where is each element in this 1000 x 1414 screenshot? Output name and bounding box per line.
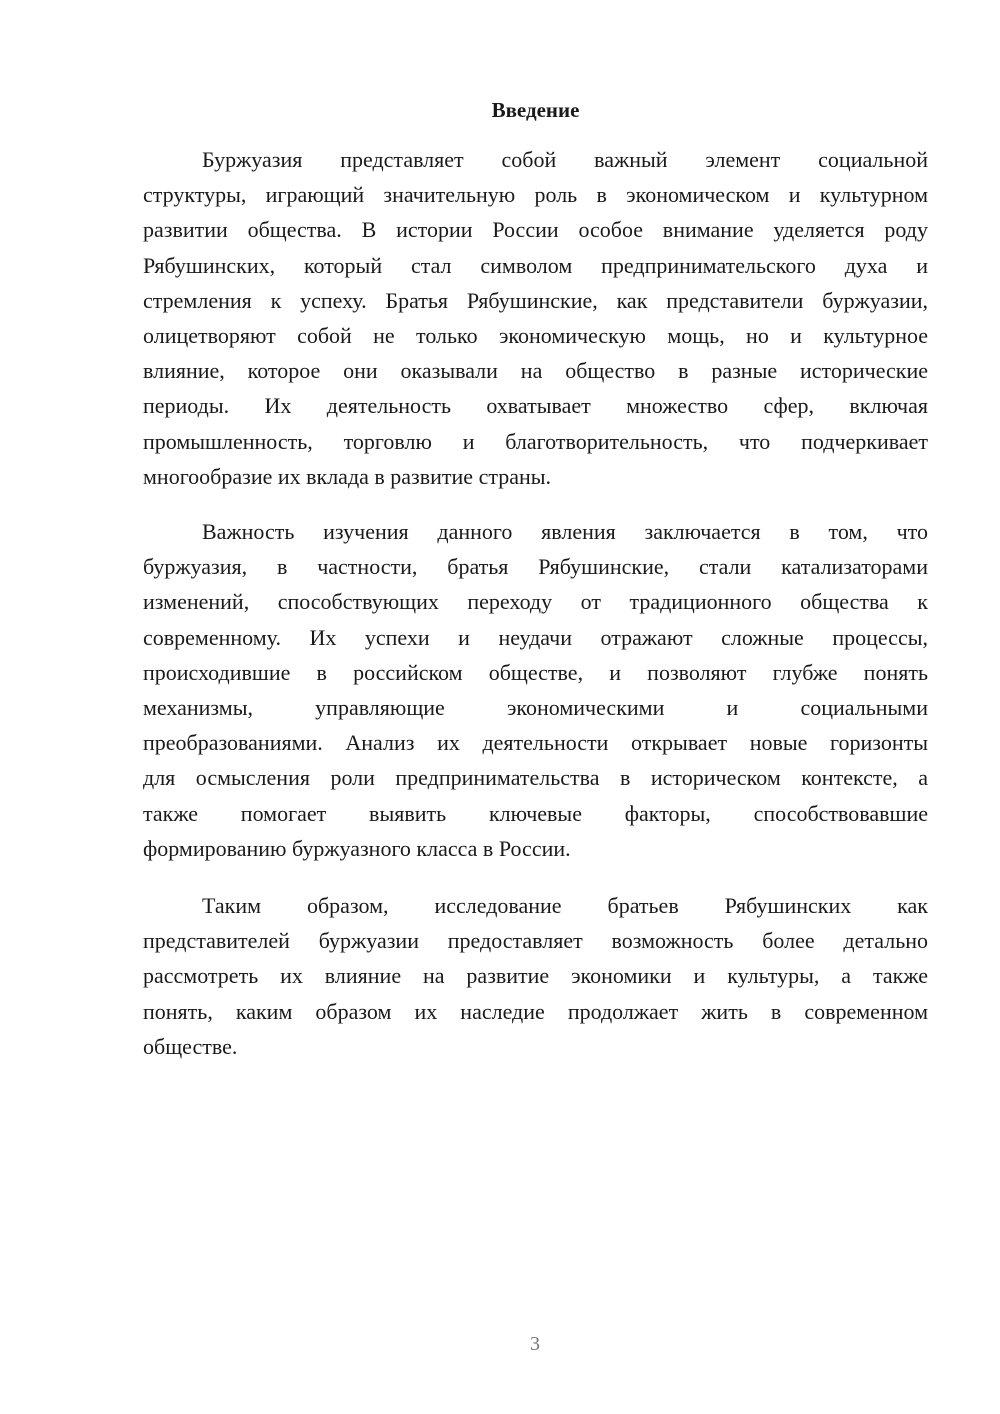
text-line: стремления к успеху. Братья Рябушинские, как представители буржуазии,: [143, 287, 928, 313]
text-line: происходившие в российском обществе, и позволяют глубже понять: [143, 659, 928, 685]
paragraph-1: [143, 142, 928, 494]
text-line: буржуазия, в частности, братья Рябушинские, стали катализаторами: [143, 554, 928, 580]
text-line: преобразованиями. Анализ их деятельности открывает новые горизонты: [143, 730, 928, 756]
text-line: представителей буржуазии предоставляет возможность более детально: [143, 928, 928, 954]
text-line: рассмотреть их влияние на развитие экономики и культуры, а также: [143, 963, 928, 989]
text-line: Таким образом, исследование братьев Рябушинских как: [202, 893, 928, 918]
section-title: Введение: [491, 98, 580, 122]
text-line: периоды. Их деятельность охватывает множество сфер, включая: [143, 393, 928, 419]
text-line: обществе.: [143, 1033, 238, 1059]
text-line: влияние, которое они оказывали на общество в разные исторические: [143, 358, 928, 384]
page-number: 3: [530, 1333, 540, 1355]
text-line: Важность изучения данного явления заключается в том, что: [202, 519, 928, 544]
text-line: также помогает выявить ключевые факторы, способствовавшие: [143, 800, 928, 826]
paragraph-3: [143, 888, 928, 1064]
text-line: понять, каким образом их наследие продолжает жить в современном: [143, 998, 928, 1024]
paragraph-2: [143, 514, 928, 866]
text-line: для осмысления роли предпринимательства в историческом контексте, а: [143, 765, 928, 791]
text-line: Рябушинских, который стал символом предпринимательского духа и: [143, 252, 928, 278]
text-line: развитии общества. В истории России особое внимание уделяется роду: [143, 217, 928, 243]
text-line: олицетворяют собой не только экономическую мощь, но и культурное: [143, 322, 928, 348]
text-line: Буржуазия представляет собой важный элемент социальной: [202, 147, 928, 172]
text-line: структуры, играющий значительную роль в экономическом и культурном: [143, 182, 928, 208]
text-line: формированию буржуазного класса в России.: [143, 835, 571, 861]
text-line: изменений, способствующих переходу от традиционного общества к: [143, 589, 928, 615]
text-line: многообразие их вклада в развитие страны.: [143, 463, 552, 489]
text-line: промышленность, торговлю и благотворительность, что подчеркивает: [143, 428, 928, 454]
text-line: механизмы, управляющие экономическими и социальными: [143, 694, 928, 720]
text-line: современному. Их успехи и неудачи отражают сложные процессы,: [143, 624, 928, 650]
